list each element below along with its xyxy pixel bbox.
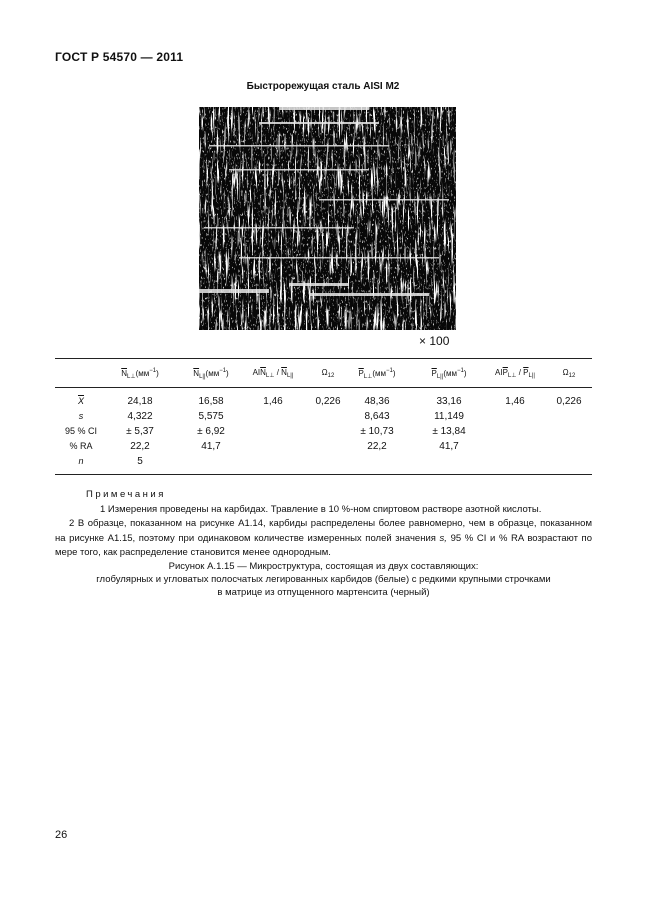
table-cell: 22,2 (130, 441, 150, 452)
table-cell: 33,16 (436, 396, 462, 407)
micrograph-texture (199, 107, 456, 330)
table-cell: 0,226 (556, 396, 582, 407)
row-label-ci: 95 % CI (64, 426, 98, 436)
col-header-pl-par: $\overline{P}_{L||}(мм^{-1})$ (431, 368, 467, 380)
row-label-n: n (78, 456, 84, 466)
row-label-s: s (78, 411, 84, 421)
table-cell: 0,226 (315, 396, 341, 407)
page-number: 26 (55, 829, 68, 841)
table-cell: 48,36 (364, 396, 390, 407)
col-header-ai-n: $AI\overline{N}_{L\perp} / \overline{N}_{L||}$ (252, 368, 294, 379)
col-header-omega-p: $\Omega_{12}$ (562, 368, 576, 379)
row-label-ra: % RA (69, 441, 93, 451)
figure-title: Быстрорежущая сталь AISI M2 (246, 81, 400, 92)
col-header-pl-perp: $\overline{P}_{L\perp}(мм^{-1})$ (358, 368, 396, 380)
table-cell: 41,7 (439, 441, 459, 452)
standard-code: ГОСТ Р 54570 — 2011 (55, 50, 184, 64)
table-cell: 16,58 (198, 396, 224, 407)
notes-title: Примечания (86, 489, 166, 500)
table-bottom-rule (55, 474, 592, 475)
table-cell: 11,149 (434, 411, 464, 422)
table-cell: 1,46 (505, 396, 525, 407)
table-cell: 8,643 (364, 411, 390, 422)
table-header-rule (55, 387, 592, 388)
col-header-nl-perp: $\overline{N}_{L\perp}(мм^{-1})$ (121, 368, 159, 380)
table-cell: 1,46 (263, 396, 283, 407)
caption-line-2: глобулярных и угловатых полосчатых легированных карбидов (белые) с редкими крупными строчками (96, 574, 551, 585)
figure-caption (55, 560, 592, 599)
table-cell: 5 (137, 456, 143, 467)
magnification-label: × 100 (419, 334, 450, 348)
table-cell: 24,18 (127, 396, 153, 407)
table-cell: 22,2 (367, 441, 387, 452)
table-cell: 41,7 (201, 441, 221, 452)
table-cell: ± 5,37 (126, 426, 154, 437)
col-header-ai-p: $AI\overline{P}_{L\perp} / \overline{P}_{L||}$ (495, 368, 535, 379)
col-header-omega-n: $\Omega_{12}$ (321, 368, 335, 379)
table-top-rule (55, 358, 592, 359)
table-cell: ± 13,84 (432, 426, 466, 437)
table-cell: 5,575 (198, 411, 224, 422)
caption-line-1: Рисунок А.1.15 — Микроструктура, состоящая из двух составляющих: (168, 561, 479, 572)
notes-block (55, 488, 592, 561)
row-label-mean: $\overline{X}$ (77, 396, 85, 406)
table-cell: ± 6,92 (197, 426, 225, 437)
micrograph-image (199, 107, 456, 330)
table-cell: ± 10,73 (360, 426, 394, 437)
col-header-nl-par: $\overline{N}_{L||}(мм^{-1})$ (193, 368, 229, 380)
table-cell: 4,322 (127, 411, 153, 422)
caption-line-3: в матрице из отпущенного мартенсита (черный) (217, 587, 430, 598)
note-1: 1 Измерения проведены на карбидах. Травление в 10 %-ном спиртовом растворе азотной кислоты. (100, 503, 542, 515)
note-2: 2 В образце, показанном на рисунке А1.14, карбиды распределены более равномерно, чем в образце, показанном на рисунке А1.15, поэтому при одинаковом количестве измеренных полей значения s, 95 % CI и % RA возрастают по мере того, как распределение становится менее однородным. (55, 518, 592, 558)
